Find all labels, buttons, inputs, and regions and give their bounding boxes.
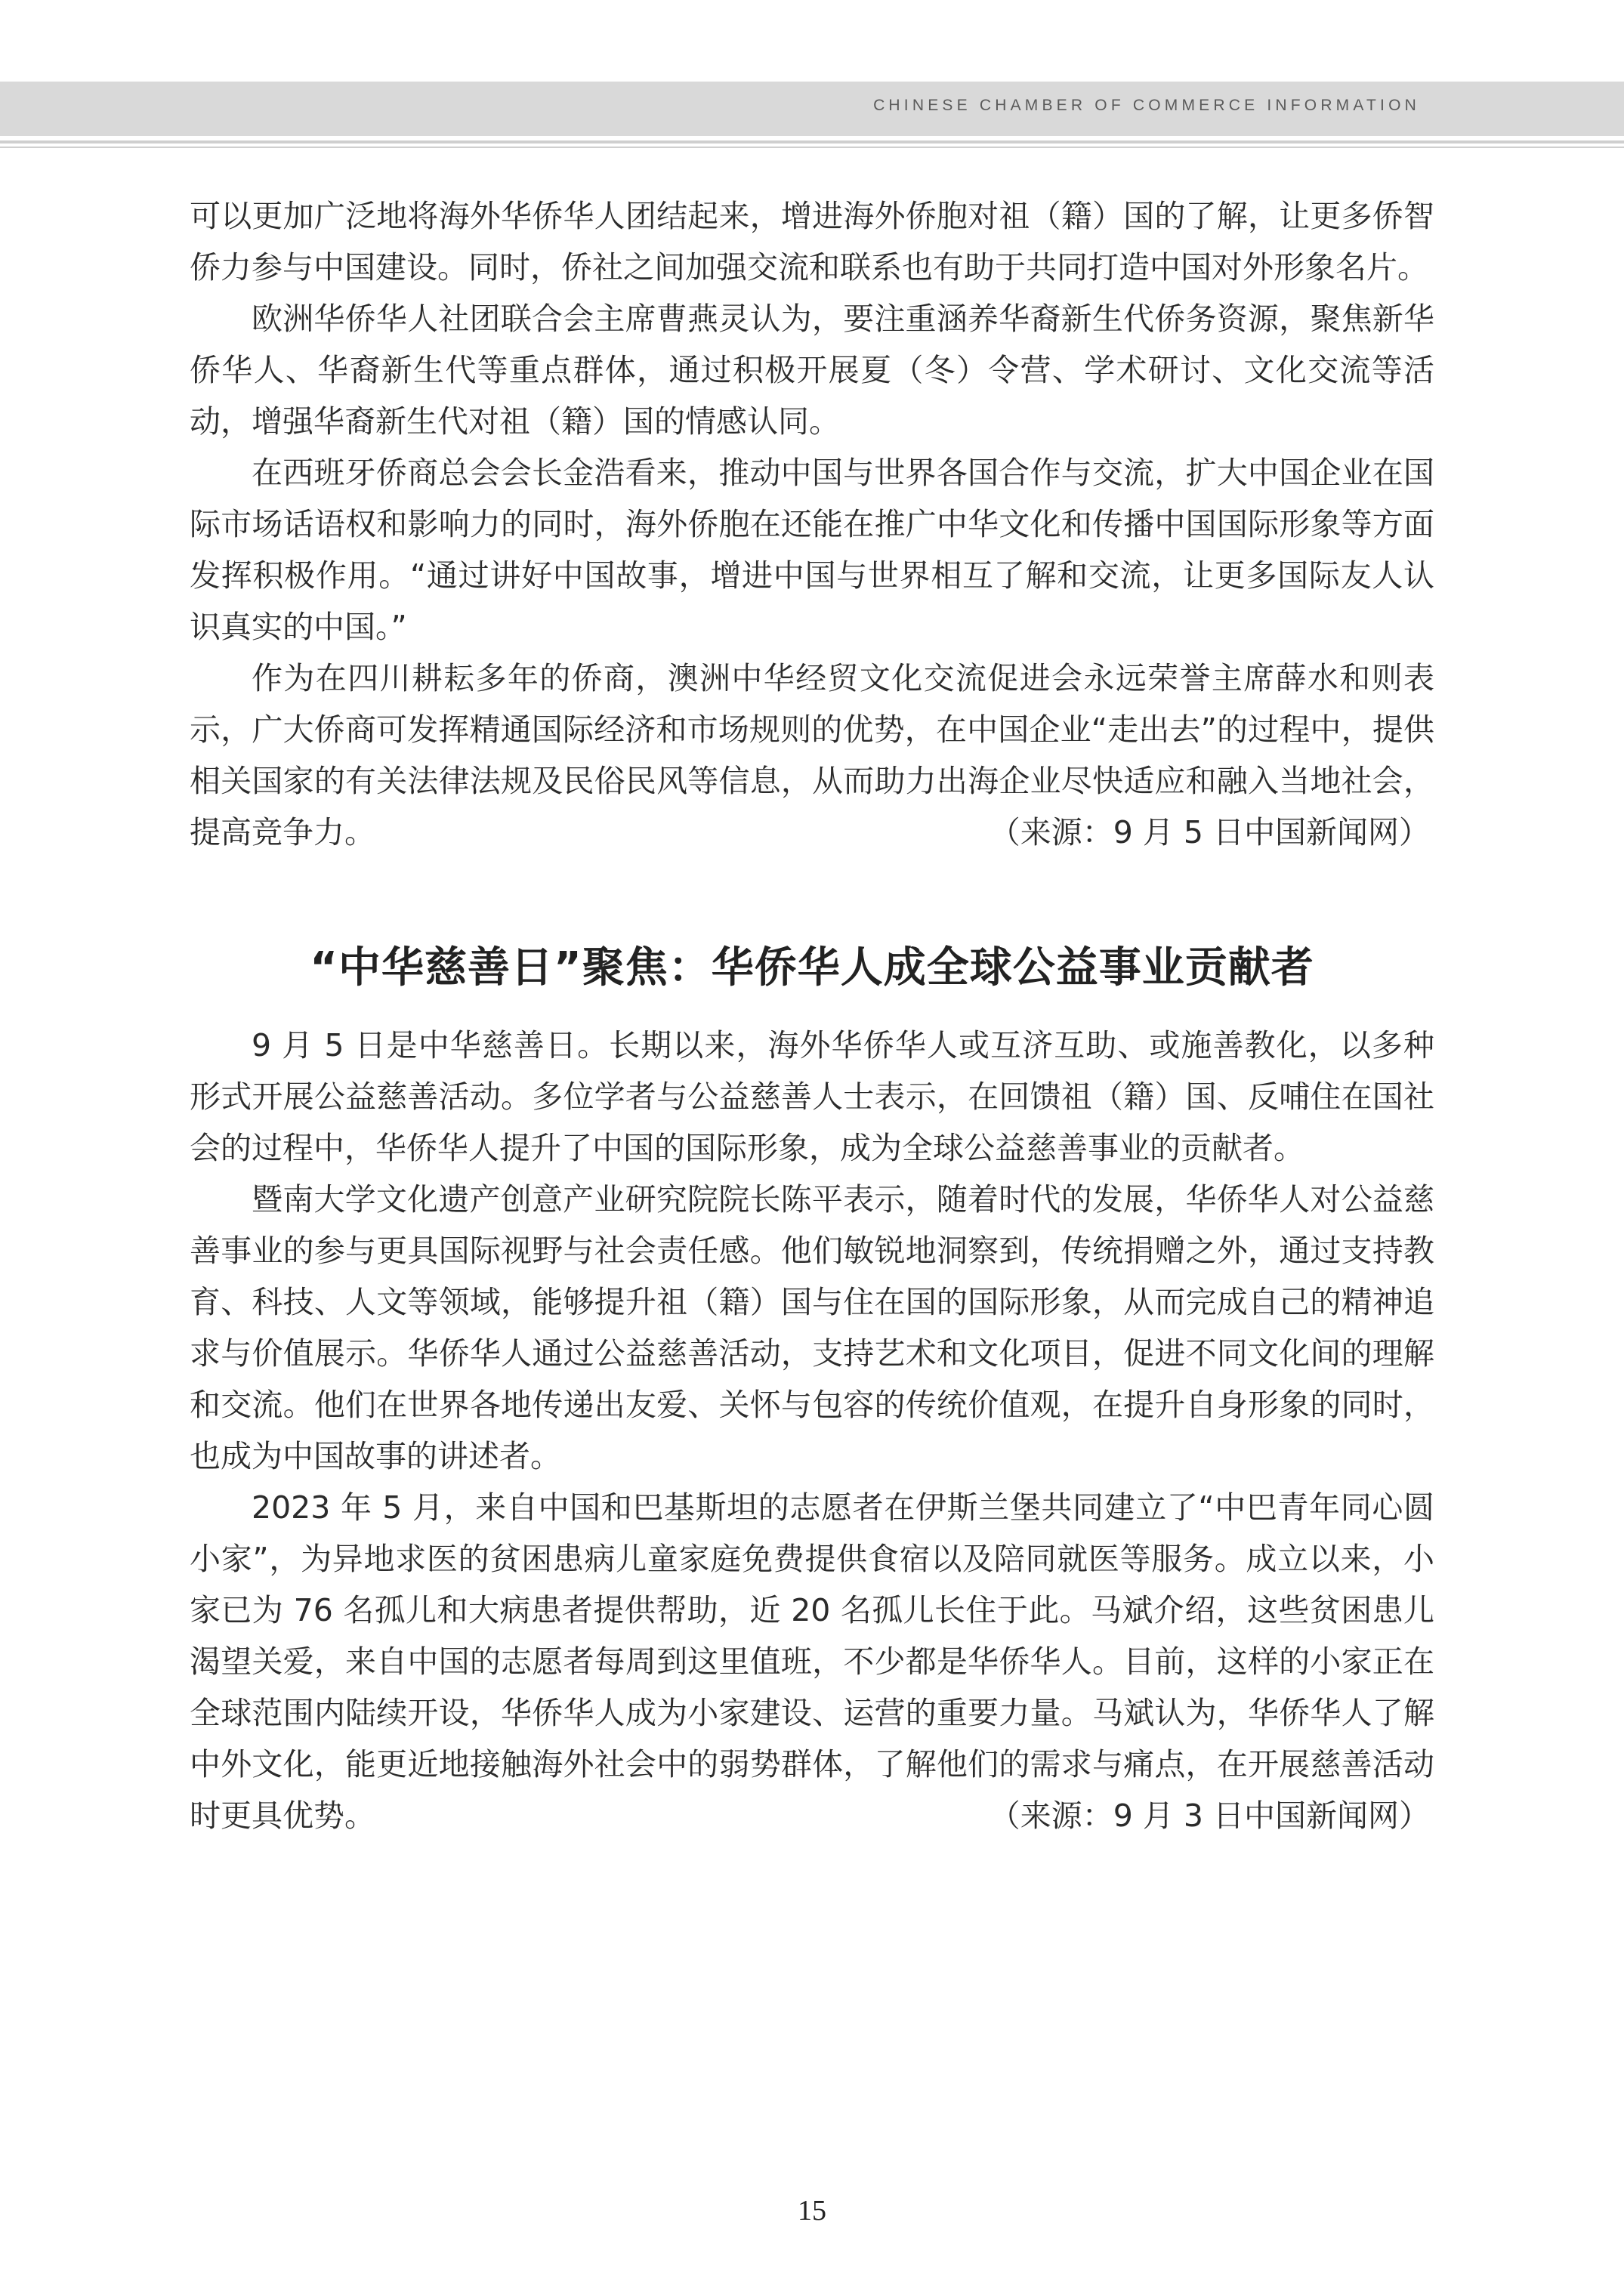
article1-source-text: （来源：9 月 5 日中国新闻网）	[989, 814, 1430, 850]
page-content	[190, 190, 1434, 1841]
page-number: 15	[798, 2195, 826, 2227]
article1-paragraph-3: 在西班牙侨商总会会长金浩看来，推动中国与世界各国合作与交流，扩大中国企业在国际市场话语权和影响力的同时，海外侨胞在还能在推广中华文化和传播中国国际形象等方面发挥积极作用。“通过讲好中国故事，增进中国与世界相互了解和交流，让更多国际友人认识真实的中国。”	[190, 455, 1434, 645]
article1-paragraph-4: 作为在四川耕耘多年的侨商，澳洲中华经贸文化交流促进会永远荣誉主席薛水和则表示，广大侨商可发挥精通国际经济和市场规则的优势，在中国企业“走出去”的过程中，提供相关国家的有关法律法规及民俗民风等信息，从而助力出海企业尽快适应和融入当地社会，提高竞争力。	[190, 660, 1434, 850]
header-divider-thin	[0, 147, 1624, 148]
header-divider	[0, 140, 1624, 144]
article2-paragraph-2: 暨南大学文化遗产创意产业研究院院长陈平表示，随着时代的发展，华侨华人对公益慈善事业的参与更具国际视野与社会责任感。他们敏锐地洞察到，传统捐赠之外，通过支持教育、科技、人文等领域，能够提升祖（籍）国与住在国的国际形象，从而完成自己的精神追求与价值展示。华侨华人通过公益慈善活动，支持艺术和文化项目，促进不同文化间的理解和交流。他们在世界各地传递出友爱、关怀与包容的传统价值观，在提升自身形象的同时，也成为中国故事的讲述者。	[190, 1181, 1434, 1474]
running-header: CHINESE CHAMBER OF COMMERCE INFORMATION	[873, 97, 1420, 114]
article2-headline: “中华慈善日”聚焦：华侨华人成全球公益事业贡献者	[310, 943, 1314, 992]
article1-paragraph-1: 可以更加广泛地将海外华侨华人团结起来，增进海外侨胞对祖（籍）国的了解，让更多侨智侨力参与中国建设。同时，侨社之间加强交流和联系也有助于共同打造中国对外形象名片。	[190, 198, 1434, 285]
article1-source	[190, 807, 1434, 858]
article2-source-text: （来源：9 月 3 日中国新闻网）	[989, 1798, 1430, 1834]
article1-paragraph-2: 欧洲华侨华人社团联合会主席曹燕灵认为，要注重涵养华裔新生代侨务资源，聚焦新华侨华人、华裔新生代等重点群体，通过积极开展夏（冬）令营、学术研讨、文化交流等活动，增强华裔新生代对祖（籍）国的情感认同。	[190, 301, 1434, 440]
article2-source	[190, 1790, 1434, 1841]
article2-paragraph-3: 2023 年 5 月，来自中国和巴基斯坦的志愿者在伊斯兰堡共同建立了“中巴青年同心圆小家”，为异地求医的贫困患病儿童家庭免费提供食宿以及陪同就医等服务。成立以来，小家已为 76 名孤儿和大病患者提供帮助，近 20 名孤儿长住于此。马斌介绍，这些贫困患儿渴望关爱，来自中国的志愿者每周到这里值班，不少都是华侨华人。目前，这样的小家正在全球范围内陆续开设，华侨华人成为小家建设、运营的重要力量。马斌认为，华侨华人了解中外文化，能更近地接触海外社会中的弱势群体，了解他们的需求与痛点，在开展慈善活动时更具优势。	[190, 1489, 1434, 1834]
article2-paragraph-1: 9 月 5 日是中华慈善日。长期以来，海外华侨华人或互济互助、或施善教化，以多种形式开展公益慈善活动。多位学者与公益慈善人士表示，在回馈祖（籍）国、反哺住在国社会的过程中，华侨华人提升了中国的国际形象，成为全球公益慈善事业的贡献者。	[190, 1027, 1434, 1166]
